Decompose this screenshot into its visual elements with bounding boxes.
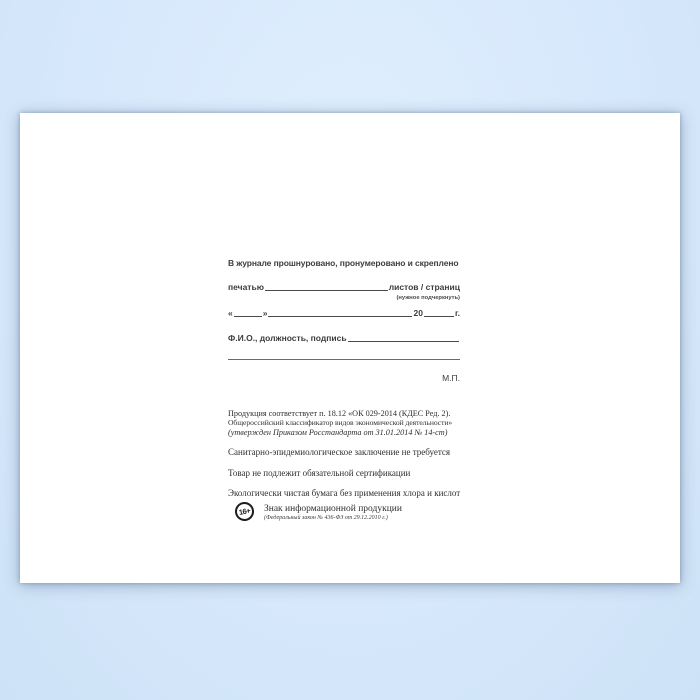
blank-underline-seal: [265, 289, 388, 291]
blank-underline-full: [228, 349, 460, 360]
age-restriction-16-icon: 16+: [233, 500, 255, 522]
underline-note: (нужное подчеркнуть): [396, 295, 460, 301]
journal-back-page: [20, 113, 680, 583]
date-row: [228, 309, 460, 318]
sanitary-statement: Санитарно-эпидемиологическое заключение не требуется: [228, 447, 451, 457]
page-content: [228, 113, 460, 583]
seal-label: печатью: [228, 282, 264, 292]
age-mark-law-note: (Федеральный закон № 436-ФЗ от 29.12.2010 г.): [264, 514, 388, 521]
year-suffix: г.: [454, 308, 460, 318]
age-mark-row: [228, 502, 460, 523]
certification-statement: Товар не подлежит обязательной сертификации: [228, 468, 411, 478]
age-mark-title: Знак информационной продукции: [264, 504, 402, 514]
quote-close: »: [262, 308, 268, 318]
fio-row: [228, 334, 460, 343]
year-prefix: 20: [413, 308, 423, 318]
blank-underline-signature: [348, 340, 459, 342]
product-compliance-line2: Общероссийский классификатор видов экономической деятельности»: [228, 418, 453, 427]
fio-label: Ф.И.О., должность, подпись: [228, 333, 347, 343]
blank-underline-day: [234, 315, 262, 317]
quote-open: «: [228, 308, 233, 318]
binding-statement: В журнале прошнуровано, пронумеровано и скреплено: [228, 258, 459, 268]
product-compliance-line1: Продукция соответствует п. 18.12 «ОК 029-2014 (КДЕС Ред. 2).: [228, 409, 451, 418]
eco-paper-statement: Экологически чистая бумага без применения хлора и кислот: [228, 488, 461, 498]
product-compliance-line3: (утвержден Приказом Росстандарта от 31.01.2014 № 14-ст): [228, 428, 448, 437]
sheets-pages-label: листов / страниц: [388, 282, 460, 292]
blank-underline-year: [424, 315, 454, 317]
seal-row: [228, 283, 460, 292]
stamp-place-abbr: М.П.: [442, 373, 460, 383]
age-mark-text: [264, 502, 402, 523]
blank-underline-month: [268, 315, 412, 317]
